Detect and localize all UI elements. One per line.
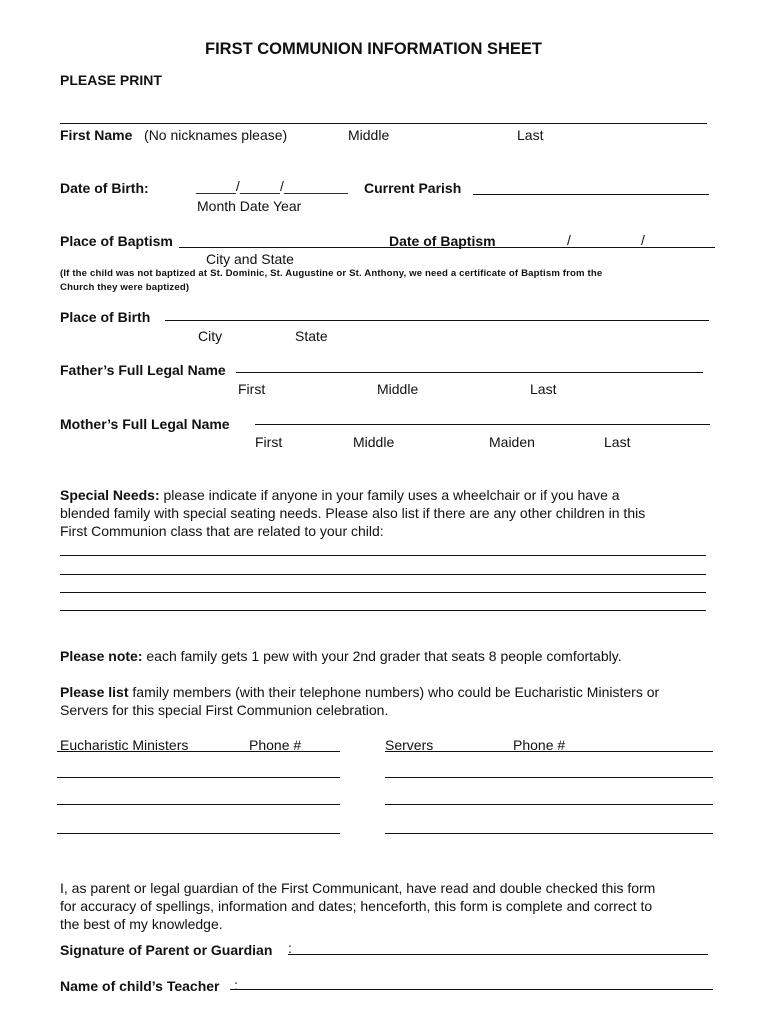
place-of-birth-line[interactable] — [165, 320, 709, 321]
please-list-label: Please list — [60, 684, 129, 700]
special-needs-answer-line[interactable] — [60, 555, 706, 556]
middle-name-label: Middle — [348, 127, 390, 143]
first-name-line[interactable] — [60, 123, 707, 124]
ministers-phone-header: Phone # — [249, 737, 302, 753]
place-of-birth-label: Place of Birth — [60, 309, 151, 325]
teacher-colon: : — [234, 977, 238, 993]
father-middle-label: Middle — [377, 381, 419, 397]
pew-note-text: each family gets 1 pew with your 2nd grader that seats 8 people comfortably. — [142, 648, 622, 664]
special-needs-answer-line[interactable] — [60, 610, 706, 611]
special-needs-label: Special Needs: — [60, 487, 160, 503]
dob-sub-labels: Month Date Year — [197, 198, 302, 214]
attestation-line-1: I, as parent or legal guardian of the First Communicant, have read and double checked this form — [60, 880, 656, 896]
signature-label: Signature of Parent or Guardian — [60, 942, 273, 958]
first-name-label: First Name — [60, 127, 133, 143]
father-last-label: Last — [530, 381, 557, 397]
special-needs-line-1 — [60, 487, 620, 503]
first-name-row — [60, 127, 287, 143]
baptism-note-line-1: (If the child was not baptized at St. Dominic, St. Augustine or St. Anthony, we need a certificate of Baptism from the — [60, 268, 603, 279]
current-parish-label: Current Parish — [364, 180, 462, 196]
mother-first-label: First — [255, 434, 283, 450]
birth-state-label: State — [295, 328, 328, 344]
server-entry-line[interactable] — [385, 777, 713, 778]
mother-maiden-label: Maiden — [489, 434, 535, 450]
signature-line[interactable] — [288, 954, 708, 955]
pew-note — [60, 648, 622, 664]
date-of-baptism-label: Date of Baptism — [389, 233, 496, 249]
mother-last-label: Last — [604, 434, 631, 450]
please-list-text-1: family members (with their telephone numbers) who could be Eucharistic Ministers or — [128, 684, 660, 700]
place-of-baptism-label: Place of Baptism — [60, 233, 173, 249]
father-name-label: Father’s Full Legal Name — [60, 362, 226, 378]
minister-entry-line[interactable] — [57, 804, 340, 805]
teacher-label: Name of child’s Teacher — [60, 978, 220, 994]
minister-entry-line[interactable] — [57, 833, 340, 834]
pew-note-label: Please note: — [60, 648, 143, 664]
servers-phone-header: Phone # — [513, 737, 566, 753]
current-parish-line[interactable] — [473, 194, 709, 195]
server-entry-line[interactable] — [385, 804, 713, 805]
attestation-line-2: for accuracy of spellings, information and dates; henceforth, this form is complete and correct to — [60, 898, 653, 914]
special-needs-answer-line[interactable] — [60, 574, 706, 575]
dob-blanks[interactable]: _____/_____/________ — [196, 178, 348, 194]
attestation-line-3: the best of my knowledge. — [60, 916, 223, 932]
mother-middle-label: Middle — [353, 434, 395, 450]
last-name-label: Last — [517, 127, 544, 143]
ministers-header-line — [57, 751, 340, 752]
father-name-line[interactable] — [236, 372, 703, 373]
special-needs-text-1: please indicate if anyone in your family uses a wheelchair or if you have a — [159, 487, 620, 503]
server-entry-line[interactable] — [385, 833, 713, 834]
please-print-label: PLEASE PRINT — [60, 72, 162, 88]
page-title: FIRST COMMUNION INFORMATION SHEET — [205, 40, 543, 58]
minister-entry-line[interactable] — [57, 777, 340, 778]
special-needs-line-3: First Communion class that are related to your child: — [60, 523, 384, 539]
dob-label: Date of Birth: — [60, 180, 149, 196]
please-list-line-1 — [60, 684, 659, 700]
baptism-date-slash-1: / — [567, 232, 571, 248]
servers-header: Servers — [385, 737, 434, 753]
special-needs-answer-line[interactable] — [60, 592, 706, 593]
baptism-note-line-2: Church they were baptized) — [60, 282, 190, 293]
eucharistic-ministers-header: Eucharistic Ministers — [60, 737, 189, 753]
birth-city-label: City — [198, 328, 223, 344]
special-needs-line-2: blended family with special seating needs. Please also list if there are any other children in this — [60, 505, 646, 521]
servers-header-line — [385, 751, 713, 752]
teacher-line[interactable] — [230, 989, 713, 990]
father-first-label: First — [238, 381, 266, 397]
city-and-state-label: City and State — [206, 251, 294, 267]
first-name-note: (No nicknames please) — [144, 127, 288, 143]
please-list-line-2: Servers for this special First Communion celebration. — [60, 702, 389, 718]
mother-name-line[interactable] — [255, 424, 710, 425]
signature-colon: : — [288, 940, 292, 956]
baptism-date-slash-2: / — [641, 232, 645, 248]
mother-name-label: Mother’s Full Legal Name — [60, 416, 230, 432]
